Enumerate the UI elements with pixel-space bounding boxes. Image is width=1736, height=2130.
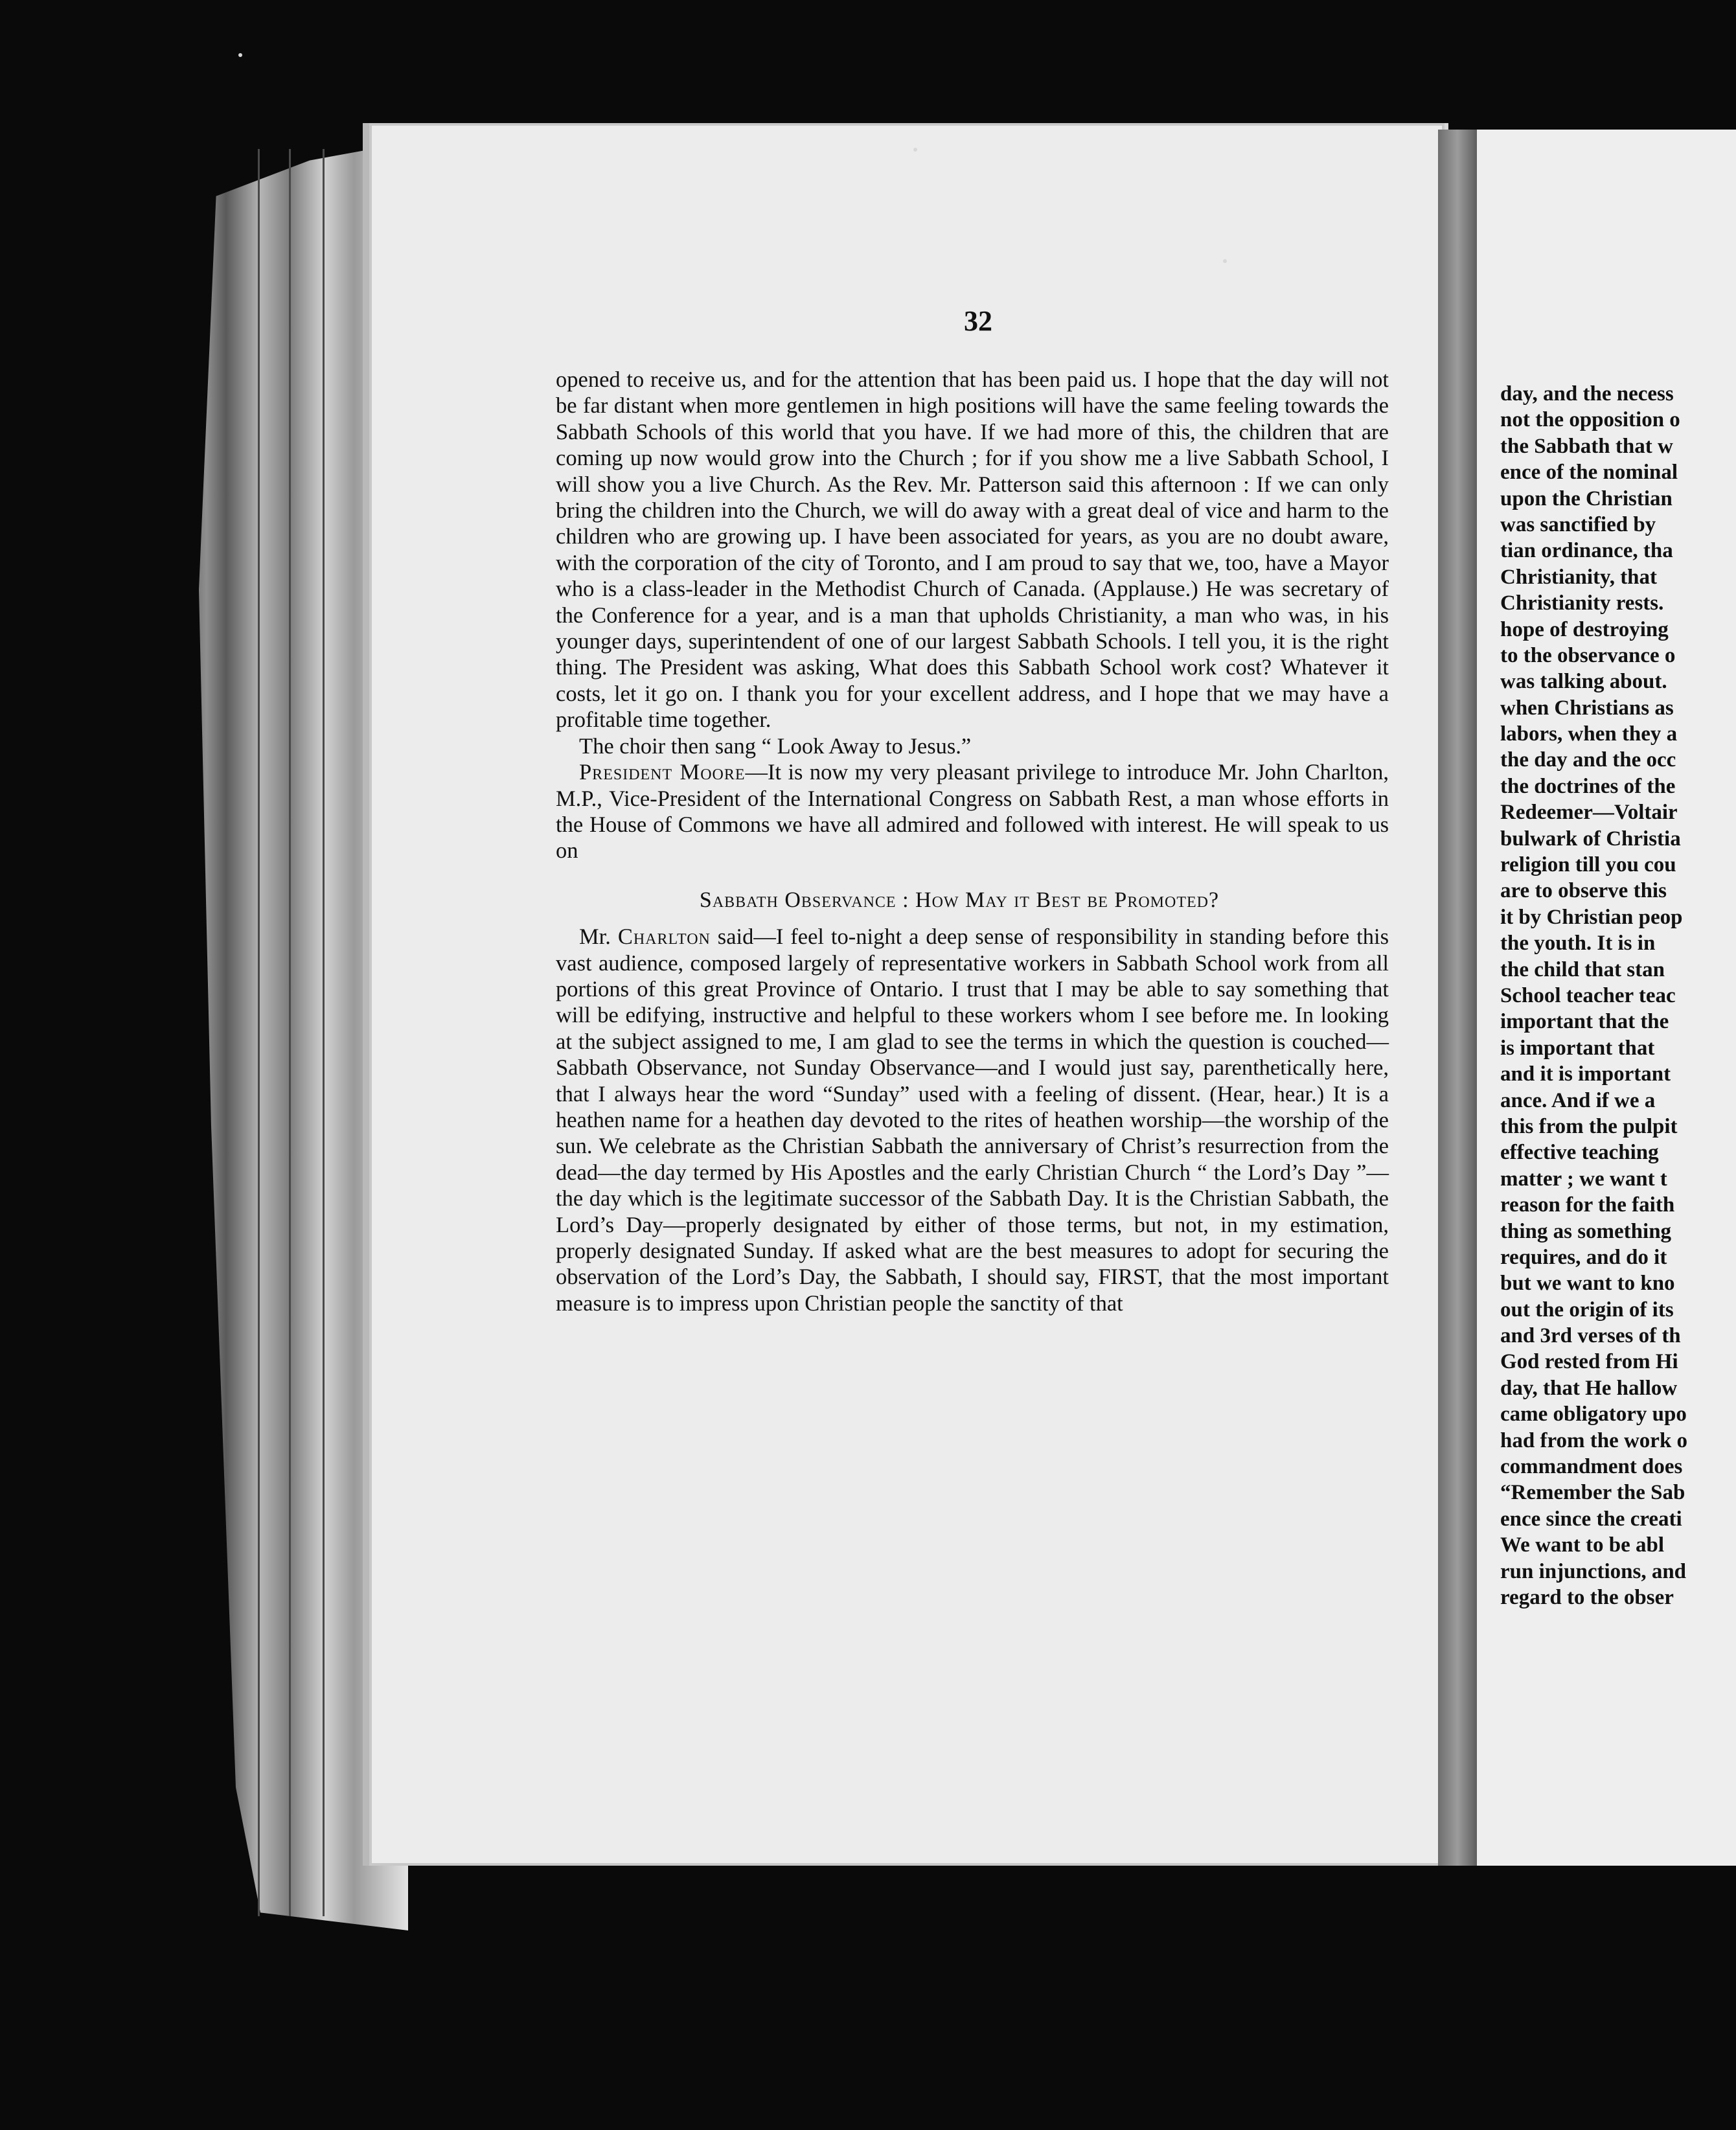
right-page-line: ence of the nominal [1500, 461, 1678, 485]
right-page-line: hope of destroying [1500, 617, 1669, 641]
dust-speck [1223, 259, 1227, 263]
right-page-line: “Remember the Sab [1500, 1481, 1685, 1505]
paragraph-text: —It is now my very pleasant privilege to introduce Mr. John Charlton, M.P., Vice-President of the International Congress on Sabbath Rest, a man whose efforts in the House of Commons we have all admired and followed with interest. He will speak to us on [556, 760, 1389, 864]
right-page-line: regard to the obser [1500, 1585, 1674, 1609]
page-edge-line [289, 149, 291, 1916]
right-page-line: out the origin of its [1500, 1298, 1674, 1322]
body-text [556, 367, 1389, 1316]
page-edge-line [323, 149, 325, 1916]
right-page-line: ance. And if we a [1500, 1088, 1656, 1112]
dust-speck [913, 148, 917, 152]
paragraph: The choir then sang “ Look Away to Jesus.” [579, 733, 972, 759]
right-page-line: commandment does [1500, 1455, 1683, 1479]
speaker-name: Charlton [617, 924, 711, 950]
right-page-line: and it is important [1500, 1062, 1671, 1086]
paragraph: opened to receive us, and for the attention that has been paid us. I hope that the day will not be far distant when more gentlemen in high positions will have the same feeling towards the Sabbath Schools of this world that you have. If we had more of this, the children that are coming up now would grow into the Church ; for if you show me a live Sabbath School, I will show you a live Church. As the Rev. Mr. Patterson said this afternoon : If we can only bring the children into the Church, we will do away with a great deal of vice and harm to the children who are growing up. I have been associated for years, as you are no doubt aware, with the corporation of the city of Toronto, and I am proud to say that we, too, have a Mayor who is a class-leader in the Methodist Church of Canada. (Applause.) He was secretary of the Conference for a year, and is a man that upholds Christianity, a man who was, in his younger days, superintendent of one of our largest Sabbath Schools. I tell you, it is the right thing. The President was asking, What does this Sabbath School work cost? Whatever it costs, let it go on. I thank you for your excellent address, and I hope that we may have a profitable time together. [556, 367, 1389, 733]
dust-speck [238, 53, 242, 57]
right-page-line: to the observance o [1500, 643, 1676, 667]
right-page-line: is important that [1500, 1036, 1655, 1060]
right-page-line: the child that stan [1500, 957, 1665, 981]
page-number: 32 [964, 305, 992, 337]
right-page-line: important that the [1500, 1010, 1669, 1034]
right-page-line: the day and the occ [1500, 748, 1676, 772]
right-page-text [1500, 381, 1736, 1610]
paragraph [556, 924, 1389, 1316]
right-page-line: tian ordinance, tha [1500, 539, 1673, 563]
right-page-line: effective teaching [1500, 1141, 1659, 1165]
right-page-line: the youth. It is in [1500, 932, 1656, 956]
right-page-line: it by Christian peop [1500, 905, 1683, 929]
right-page-line: was talking about. [1500, 670, 1667, 694]
right-page-line: had from the work o [1500, 1428, 1688, 1452]
right-page-line: upon the Christian [1500, 487, 1673, 510]
right-page-line: We want to be abl [1500, 1533, 1665, 1557]
page-edge-line [258, 149, 260, 1916]
right-page-line: not the opposition o [1500, 408, 1680, 432]
speaker-prefix: Mr. [579, 924, 618, 950]
right-page-line: run injunctions, and [1500, 1559, 1687, 1583]
right-page-line: came obligatory upo [1500, 1403, 1687, 1426]
right-page-line: and 3rd verses of th [1500, 1324, 1681, 1348]
right-page-line: but we want to kno [1500, 1272, 1675, 1296]
right-page-line: this from the pulpit [1500, 1114, 1678, 1138]
right-page-line: School teacher teac [1500, 983, 1676, 1007]
right-page-line: requires, and do it [1500, 1245, 1667, 1269]
right-page-line: Redeemer—Voltair [1500, 801, 1678, 825]
right-page-line: was sanctified by [1500, 512, 1656, 536]
speaker-name: President Moore [579, 760, 746, 785]
book-gutter [1438, 130, 1477, 1866]
right-page-line: the Sabbath that w [1500, 434, 1673, 458]
right-page-line: labors, when they a [1500, 722, 1678, 746]
right-page-line: matter ; we want t [1500, 1167, 1667, 1191]
right-page-line: are to observe this [1500, 879, 1667, 903]
right-page-line: when Christians as [1500, 696, 1674, 720]
right-page-line: Christianity rests. [1500, 591, 1664, 615]
right-page-line: day, that He hallow [1500, 1376, 1678, 1400]
right-page-line: reason for the faith [1500, 1193, 1675, 1217]
right-page-line: thing as something [1500, 1219, 1672, 1243]
right-page-line: religion till you cou [1500, 853, 1676, 877]
right-page-line: day, and the necess [1500, 382, 1674, 406]
section-heading: Sabbath Observance : How May it Best be Promoted? [699, 888, 1220, 912]
right-page-line: God rested from Hi [1500, 1350, 1678, 1374]
right-page-line: ence since the creati [1500, 1507, 1682, 1531]
right-page-line: the doctrines of the [1500, 774, 1676, 798]
right-page-line: bulwark of Christia [1500, 827, 1681, 851]
paragraph [556, 759, 1389, 864]
paragraph-text: said—I feel to-night a deep sense of responsibility in standing before this vast audience, composed largely of representative workers in Sabbath School work from all portions of this great Province of Ontario. I trust that I may be able to say something that will be edifying, instructive and helpful to these workers whom I see before me. In looking at the subject assigned to me, I am glad to see the terms in which the question is couched—Sabbath Observance, not Sunday Observance—and I would just say, parenthetically here, that I always hear the word “Sunday” used with a feeling of dissent. (Hear, hear.) It is a heathen name for a heathen day devoted to the rites of heathen worship—the worship of the sun. We celebrate as the Christian Sabbath the anniversary of Christ’s resurrection from the dead—the day termed by His Apostles and the early Christian Church “ the Lord’s Day ”—the day which is the legitimate successor of the Sabbath Day. It is the Christian Sabbath, the Lord’s Day—properly designated by either of those terms, but not, in my estimation, properly designated Sunday. If asked what are the best measures to adopt for securing the observation of the Lord’s Day, the Sabbath, I should say, FIRST, that the most important measure is to impress upon Christian people the sanctity of that [556, 924, 1389, 1316]
right-page-line: Christianity, that [1500, 565, 1658, 589]
